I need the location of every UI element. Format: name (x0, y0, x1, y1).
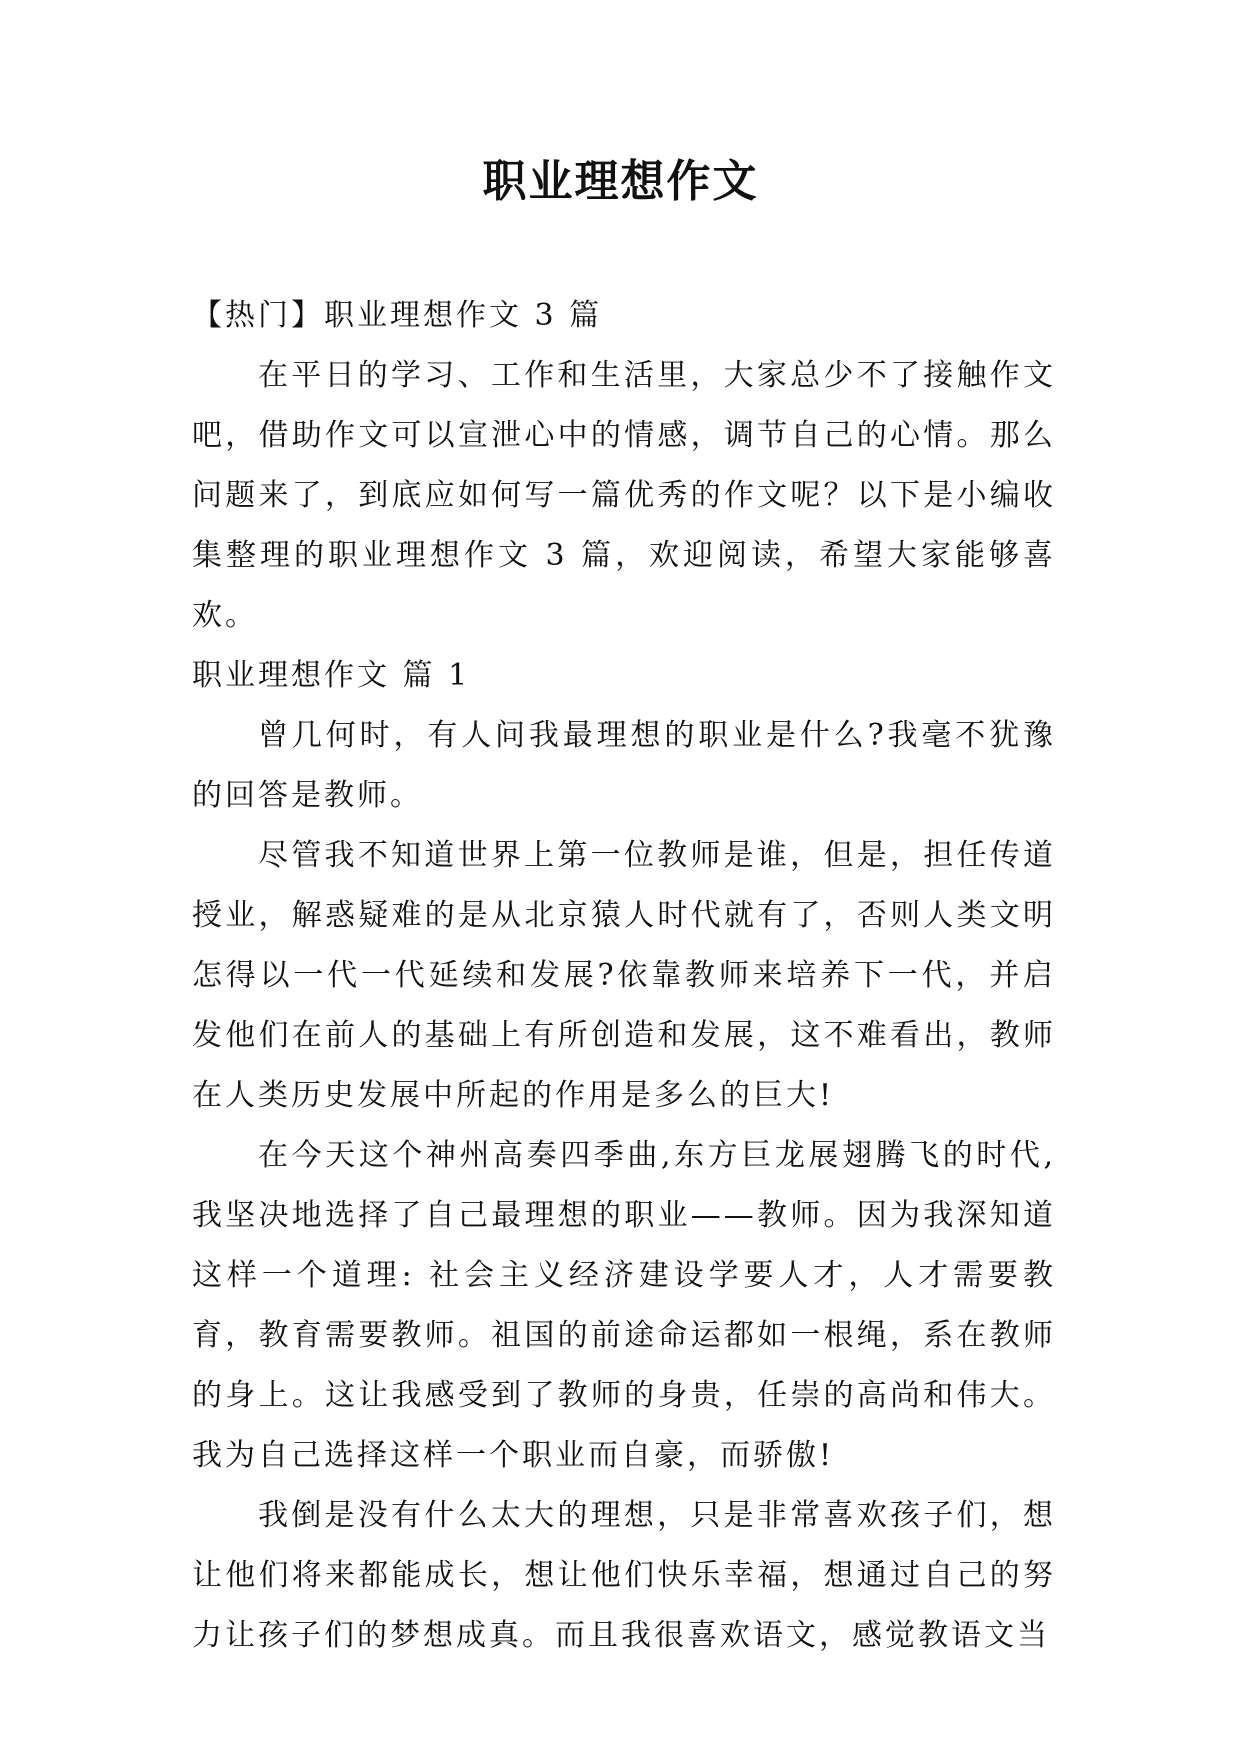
document-body (192, 286, 1056, 1666)
body-paragraph: 我倒是没有什么太大的理想，只是非常喜欢孩子们，想让他们将来都能成长，想让他们快乐幸福，想通过自己的努力让孩子们的梦想成真。而且我很喜欢语文，感觉教语文当 (192, 1498, 1056, 1653)
section-heading: 职业理想作文 篇 1 (192, 658, 471, 693)
document-title: 职业理想作文 (482, 156, 759, 207)
body-paragraph: 曾几何时，有人问我最理想的职业是什么?我毫不犹豫的回答是教师。 (192, 718, 1056, 813)
body-paragraph: 尽管我不知道世界上第一位教师是谁，但是，担任传道授业，解惑疑难的是从北京猿人时代就有了，否则人类文明怎得以一代一代延续和发展?依靠教师来培养下一代，并启发他们在前人的基础上有所创造和发展，这不难看出，教师在人类历史发展中所起的作用是多么的巨大! (192, 838, 1056, 1113)
intro-paragraph: 在平日的学习、工作和生活里，大家总少不了接触作文吧，借助作文可以宣泄心中的情感，调节自己的心情。那么问题来了，到底应如何写一篇优秀的作文呢？以下是小编收集整理的职业理想作文 3 篇，欢迎阅读，希望大家能够喜欢。 (192, 358, 1056, 633)
document-subtitle: 【热门】职业理想作文 3 篇 (192, 298, 603, 333)
body-paragraph: 在今天这个神州高奏四季曲,东方巨龙展翅腾飞的时代,我坚决地选择了自己最理想的职业——教师。因为我深知道这样一个道理: 社会主义经济建设学要人才，人才需要教育，教育需要教师。祖国的前途命运都如一根绳，系在教师的身上。这让我感受到了教师的身贵，任崇的高尚和伟大。我为自己选择这样一个职业而自豪，而骄傲! (192, 1138, 1056, 1473)
